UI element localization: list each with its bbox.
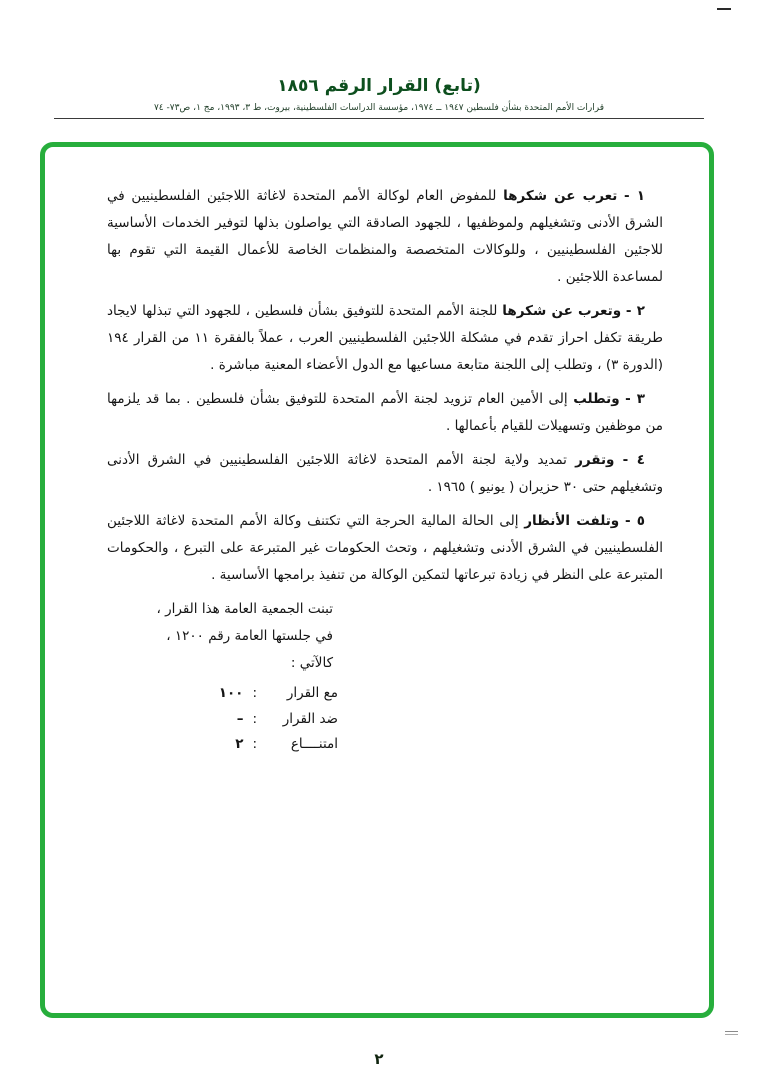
page-number: ٢ (374, 1050, 384, 1068)
paragraph-5 (107, 508, 663, 589)
vote-label: امتنــــاع (290, 736, 338, 753)
paragraph-lead: وتعرب عن شكرها (502, 303, 622, 319)
header-divider (54, 118, 704, 119)
adoption-line-3: كالآتي : (290, 655, 333, 671)
vote-results (107, 681, 338, 758)
adoption-statement (107, 596, 333, 677)
adoption-line-2: في جلستها العامة رقم ١٢٠٠ ، (166, 628, 333, 644)
paragraph-text: تمديد ولاية لجنة الأمم المتحدة لاغاثة اللاجئين الفلسطينيين في الشرق الأدنى وتشغيلهم حتى ٣٠ حزيران ( يونيو ) ١٩٦٥ . (107, 452, 663, 495)
vote-value: – (236, 710, 244, 727)
paragraph-text: إلى الحالة المالية الحرجة التي تكتنف وكالة الأمم المتحدة لاغاثة اللاجئين الفلسطينيين في الشرق الأدنى وتشغيلهم ، وتحث الحكومات غير المتبرعة على التبرع ، والحكومات المتبرعة على النظر في زيادة تبرعاتها لتمكين الوكالة من تنفيذ برامجها الأساسية . (107, 513, 663, 583)
resolution-border-box (40, 142, 714, 1018)
vote-value: ١٠٠ (218, 685, 244, 701)
paragraph-text: إلى الأمين العام تزويد لجنة الأمم المتحدة للتوفيق بشأن فلسطين . بما قد يلزمها من موظفين وتسهيلات للقيام بأعمالها . (107, 391, 663, 434)
vote-value: ٢ (235, 736, 244, 753)
page-header (0, 76, 758, 119)
vote-label: ضد القرار (282, 710, 338, 727)
document-title: (تابع) القرار الرقم ١٨٥٦ (277, 76, 481, 96)
vote-separator: : (252, 710, 257, 727)
paragraph-number: ٢ - (625, 303, 646, 319)
paragraph-number: ١ - (624, 188, 645, 204)
paragraph-3 (107, 386, 663, 440)
paragraph-lead: وتطلب (573, 391, 620, 407)
adoption-line-1: تبنت الجمعية العامة هذا القرار ، (156, 601, 333, 617)
vote-separator: : (252, 685, 257, 701)
paragraph-lead: وتلفت الأنظار (524, 513, 620, 529)
paragraph-lead: وتقرر (575, 452, 615, 468)
vote-row-against (107, 707, 338, 733)
paragraph-4 (107, 447, 663, 501)
paragraph-number: ٤ - (622, 452, 645, 468)
scan-artifact-bottom (725, 1031, 738, 1032)
paragraph-1 (107, 183, 663, 291)
paragraph-text: للجنة الأمم المتحدة للتوفيق بشأن فلسطين ، للجهود التي تبذلها لايجاد طريقة تكفل احراز تقدم في مشكلة اللاجئين الفلسطينيين العرب ، عملاً بالفقرة ١١ من القرار ١٩٤ (الدورة ٣) ، وتطلب إلى اللجنة متابعة مساعيها مع الدول الأعضاء المعنية مباشرة . (107, 303, 664, 373)
vote-label: مع القرار (286, 685, 338, 701)
paragraph-number: ٥ - (624, 513, 645, 529)
vote-row-abstain (107, 732, 338, 758)
paragraph-2 (107, 298, 663, 379)
vote-separator: : (252, 736, 257, 753)
citation-line: قرارات الأمم المتحدة بشأن فلسطين ١٩٤٧ ــ ١٩٧٤، مؤسسة الدراسات الفلسطينية، بيروت، ط ٣، ١٩٩٣، مج ١، ص٧٣- ٧٤ (153, 103, 605, 113)
paragraph-lead: تعرب عن شكرها (503, 188, 618, 204)
scan-artifact-top (717, 8, 731, 10)
paragraph-number: ٣ - (625, 391, 645, 407)
paragraph-text: للمفوض العام لوكالة الأمم المتحدة لاغاثة اللاجئين الفلسطينيين في الشرق الأدنى وتشغيلهم ولموظفيها ، للجهود الصادقة التي يواصلون بذلها لتوفير الخدمات الأساسية للاجئين الفلسطينيين ، وللوكالات المتخصصة والمنظمات الخاصة للأعمال القيمة التي تقوم بها لمساعدة اللاجئين . (107, 188, 663, 285)
vote-row-for (107, 681, 338, 707)
